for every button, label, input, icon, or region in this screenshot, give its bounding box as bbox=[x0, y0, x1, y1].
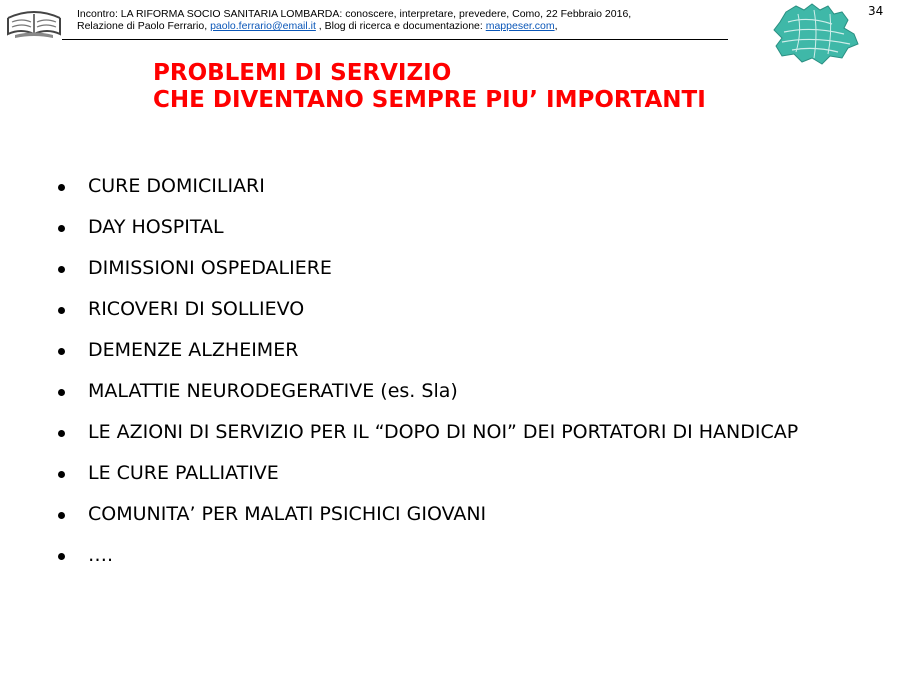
page-number: 34 bbox=[868, 4, 884, 18]
header-line-2-prefix: Relazione di Paolo Ferrario, bbox=[77, 20, 211, 32]
email-link[interactable]: paolo.ferrario@email.it bbox=[210, 20, 316, 32]
list-item-text: LE AZIONI DI SERVIZIO PER IL “DOPO DI NOI” DEI PORTATORI DI HANDICAP bbox=[88, 421, 799, 443]
list-item bbox=[55, 291, 845, 328]
list-item bbox=[55, 250, 845, 287]
list-item-text: DEMENZE ALZHEIMER bbox=[88, 339, 299, 361]
bullet-dot-icon bbox=[58, 307, 65, 314]
list-item bbox=[55, 168, 845, 205]
open-book-logo-icon bbox=[5, 4, 63, 40]
header-line-2-middle: , Blog di ricerca e documentazione: bbox=[315, 20, 486, 32]
list-item-text: MALATTIE NEURODEGERATIVE (es. Sla) bbox=[88, 380, 458, 402]
list-item bbox=[55, 332, 845, 369]
bullet-list bbox=[55, 168, 845, 578]
list-item-text: DIMISSIONI OSPEDALIERE bbox=[88, 257, 332, 279]
list-item-text: …. bbox=[88, 544, 114, 566]
bullet-dot-icon bbox=[58, 348, 65, 355]
bullet-dot-icon bbox=[58, 389, 65, 396]
list-item bbox=[55, 455, 845, 492]
bullet-dot-icon bbox=[58, 471, 65, 478]
header-line-2 bbox=[77, 20, 717, 32]
bullet-dot-icon bbox=[58, 512, 65, 519]
list-item-text: DAY HOSPITAL bbox=[88, 216, 224, 238]
title-line-1: PROBLEMI DI SERVIZIO bbox=[153, 60, 452, 86]
list-item bbox=[55, 496, 845, 533]
title-line-2: CHE DIVENTANO SEMPRE PIU’ IMPORTANTI bbox=[153, 87, 706, 113]
list-item-text: RICOVERI DI SOLLIEVO bbox=[88, 298, 305, 320]
list-item-text: COMUNITA’ PER MALATI PSICHICI GIOVANI bbox=[88, 503, 487, 525]
bullet-dot-icon bbox=[58, 430, 65, 437]
list-item bbox=[55, 209, 845, 246]
blog-link[interactable]: mappeser.com bbox=[485, 20, 555, 32]
header-line-2-suffix: , bbox=[554, 20, 558, 32]
header-divider bbox=[62, 39, 728, 40]
lombardy-region-map-icon bbox=[768, 2, 862, 66]
list-item-text: LE CURE PALLIATIVE bbox=[88, 462, 279, 484]
header-text bbox=[77, 8, 717, 32]
list-item bbox=[55, 537, 845, 574]
list-item bbox=[55, 414, 845, 451]
list-item bbox=[55, 373, 845, 410]
bullet-dot-icon bbox=[58, 553, 65, 560]
list-item-text: CURE DOMICILIARI bbox=[88, 175, 265, 197]
bullet-dot-icon bbox=[58, 184, 65, 191]
bullet-dot-icon bbox=[58, 225, 65, 232]
slide-title bbox=[153, 60, 853, 114]
header-line-1: Incontro: LA RIFORMA SOCIO SANITARIA LOMBARDA: conoscere, interpretare, prevedere, Como, 22 Febbraio 2016, bbox=[77, 8, 632, 20]
bullet-dot-icon bbox=[58, 266, 65, 273]
